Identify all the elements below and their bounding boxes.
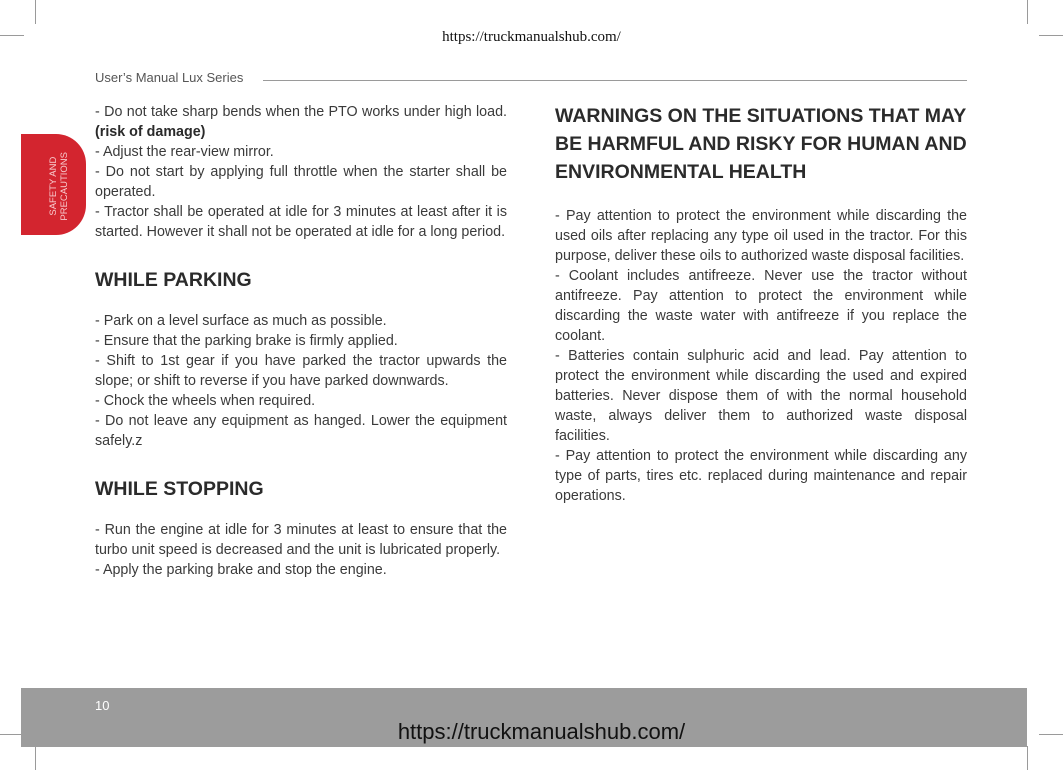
section-heading-warnings: WARNINGS ON THE SITUATIONS THAT MAY BE HARMFUL AND RISKY FOR HUMAN AND ENVIRONMENTAL HEALTH	[555, 105, 967, 183]
left-column	[95, 102, 507, 580]
paragraph: - Run the engine at idle for 3 minutes at least to ensure that the turbo unit speed is decreased and the unit is lubricated properly.	[95, 522, 507, 558]
paragraph-text: - Do not take sharp bends when the PTO works under high load.	[95, 104, 507, 120]
paragraph: - Batteries contain sulphuric acid and lead. Pay attention to protect the environment while discarding the used and expired batteries. Never dispose them of with the normal household waste, always deliver them to authorized waste disposal facilities.	[555, 348, 967, 444]
section-side-tab-label: SAFETY AND PRECAUTIONS	[48, 151, 70, 221]
paragraph: - Pay attention to protect the environment while discarding the used oils after replacing any type oil used in the tractor. For this purpose, deliver these oils to authorized waste disposal facilities.	[555, 208, 967, 264]
paragraph: - Park on a level surface as much as possible.	[95, 313, 387, 329]
right-column	[555, 102, 967, 506]
crop-mark	[1027, 0, 1028, 24]
paragraph: - Apply the parking brake and stop the engine.	[95, 562, 387, 578]
page-number: 10	[95, 698, 110, 713]
paragraph: - Do not start by applying full throttle when the starter shall be operated.	[95, 164, 507, 200]
paragraph: - Pay attention to protect the environment while discarding any type of parts, tires etc. replaced during maintenance and repair operations.	[555, 448, 967, 504]
header-rule	[263, 80, 967, 81]
paragraph	[95, 102, 507, 142]
source-url-top[interactable]: https://truckmanualshub.com/	[442, 29, 621, 45]
source-url-bottom[interactable]: https://truckmanualshub.com/	[397, 719, 686, 744]
paragraph: - Shift to 1st gear if you have parked the tractor upwards the slope; or shift to reverse if you have parked downwards.	[95, 353, 507, 389]
manual-title: User’s Manual Lux Series	[95, 70, 244, 85]
section-heading-parking: WHILE PARKING	[95, 269, 252, 291]
section-heading-stopping: WHILE STOPPING	[95, 478, 264, 500]
paragraph: - Ensure that the parking brake is firmly applied.	[95, 333, 398, 349]
risk-note: (risk of damage)	[95, 124, 206, 140]
paragraph: - Coolant includes antifreeze. Never use the tractor without antifreeze. Pay attention to protect the environment while discarding the waste water with antifreeze if you replace the coolant.	[555, 268, 967, 344]
section-side-tab-label-wrap	[42, 151, 76, 221]
crop-mark	[1027, 746, 1028, 770]
paragraph: - Adjust the rear-view mirror.	[95, 144, 274, 160]
crop-mark	[35, 746, 36, 770]
paragraph: - Chock the wheels when required.	[95, 393, 316, 409]
crop-mark	[35, 0, 36, 24]
paragraph: - Tractor shall be operated at idle for 3 minutes at least after it is started. However it shall not be operated at idle for a long period.	[95, 204, 507, 240]
paragraph: - Do not leave any equipment as hanged. Lower the equipment safely.z	[95, 413, 507, 449]
